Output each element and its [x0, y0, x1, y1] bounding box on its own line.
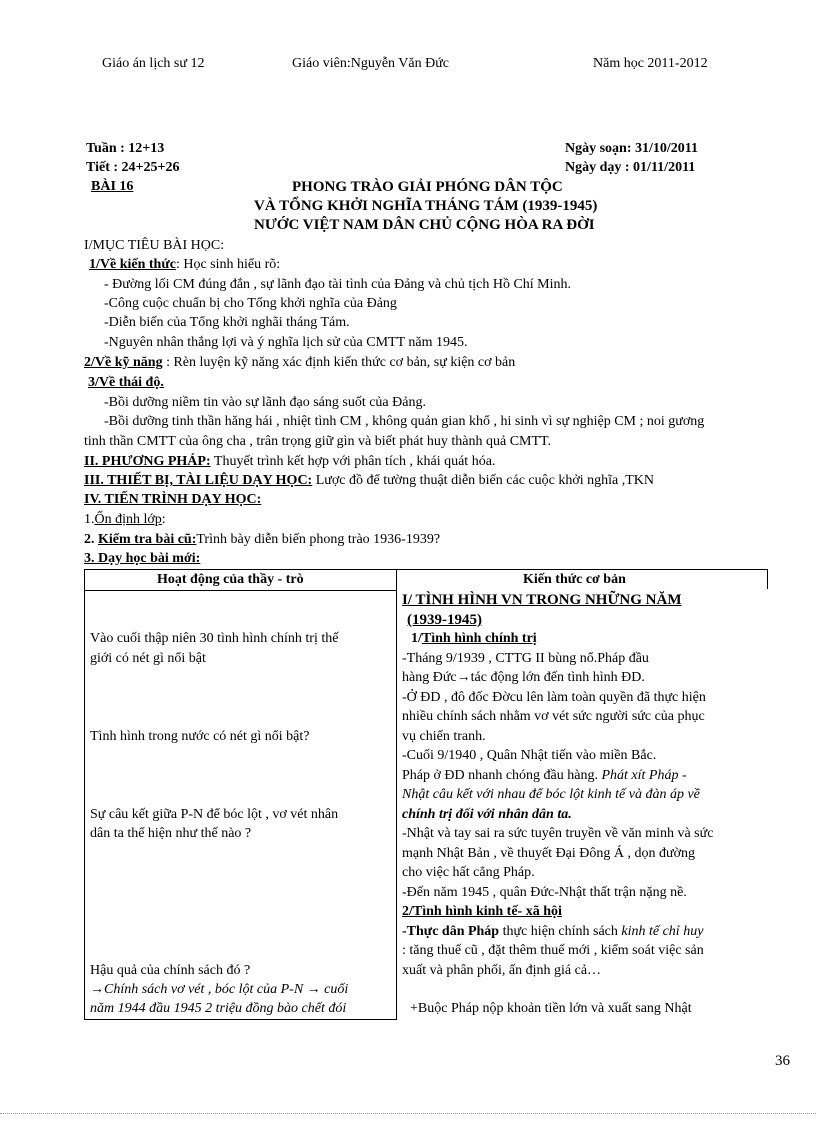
lesson-title-line-3: NƯỚC VIỆT NAM DÂN CHỦ CỘNG HÒA RA ĐỜI	[254, 217, 595, 233]
method-row	[84, 454, 495, 470]
politics-line-4: nhiều chính sách nhằm vơ vét sức người sức của phục	[402, 709, 705, 724]
equipment-text: Lược đồ để tường thuật diễn biến các cuộc khởi nghĩa ,TKN	[312, 473, 655, 488]
equipment-row	[84, 473, 654, 489]
table-bottom-border-left	[84, 1019, 397, 1020]
header-school-year: Năm học 2011-2012	[593, 56, 708, 71]
attitude-item-2: -Bồi dưỡng tinh thần hăng hái , nhiệt tình CM , không quản gian khổ , hi sinh vì sự nghiệp CM ; noi gương	[104, 414, 705, 429]
question-3-line-1: Sự câu kết giữa P-N để bóc lột , vơ vét nhân	[90, 807, 339, 822]
knowledge-row	[89, 257, 280, 273]
equipment-label: III. THIẾT BỊ, TÀI LIỆU DẠY HỌC:	[84, 473, 313, 488]
column-header-activities: Hoạt động của thầy - trò	[157, 572, 304, 587]
economy-line-2: : tăng thuế cũ , đặt thêm thuế mới , kiểm soát việc sản	[402, 943, 704, 958]
economy-line-1-text: thực hiện chính sách	[499, 924, 622, 939]
politics-line-7-emph: Phát xít Pháp -	[601, 768, 687, 783]
step-2-num: 2.	[84, 532, 98, 547]
politics-line-10: -Nhật và tay sai ra sức tuyên truyền về văn minh và sức	[402, 826, 714, 841]
step-1-colon: :	[161, 512, 166, 527]
knowledge-item-4: -Nguyên nhân thắng lợi và ý nghĩa lịch sử của CMTT năm 1945.	[104, 335, 468, 350]
header-subject: Giáo án lịch sư 12	[102, 56, 205, 71]
step-2-label: Kiểm tra bài cũ:	[98, 532, 197, 547]
header-teacher: Giáo viên:Nguyễn Văn Đức	[292, 56, 450, 71]
subheading-economy: 2/Tình hình kinh tế- xã hội	[402, 904, 562, 919]
objectives-heading: I/MỤC TIÊU BÀI HỌC:	[84, 238, 225, 253]
table-header-border	[84, 590, 396, 591]
step-1-label: Ổn định lớp	[94, 512, 162, 527]
subheading-politics-label: Tình hình chính trị	[421, 631, 537, 646]
lesson-title-line-1: PHONG TRÀO GIẢI PHÓNG DÂN TỘC	[292, 179, 563, 195]
politics-line-9: chính trị đối với nhân dân ta.	[402, 807, 572, 822]
skill-text: : Rèn luyện kỹ năng xác định kiến thức cơ bản, sự kiện cơ bản	[162, 355, 516, 370]
lesson-label: BÀI 16	[91, 179, 134, 194]
politics-line-11: mạnh Nhật Bản , về thuyết Đại Đông Á , dọn đường	[402, 846, 696, 861]
prep-date: Ngày soạn: 31/10/2011	[565, 141, 699, 156]
section-heading-years: (1939-1945)	[407, 612, 482, 628]
step-1	[84, 512, 166, 528]
skill-row	[84, 355, 515, 371]
subheading-politics-num: 1/	[411, 631, 422, 646]
economy-line-1	[402, 924, 703, 940]
knowledge-label: 1/Về kiến thức	[89, 257, 176, 272]
politics-line-5: vụ chiến tranh.	[402, 729, 486, 744]
subheading-politics	[411, 631, 537, 647]
knowledge-item-2: -Công cuộc chuẩn bị cho Tổng khởi nghĩa của Đảng	[104, 296, 397, 311]
economy-line-4: +Buộc Pháp nộp khoản tiền lớn và xuất sang Nhật	[410, 1001, 692, 1016]
politics-line-3: -Ở ĐD , đô đốc Đờcu lên làm toàn quyền đã thực hiện	[402, 690, 706, 705]
politics-line-2: hàng Đức→tác động lớn đến tình hình ĐD.	[402, 670, 645, 685]
step-1-num: 1.	[84, 512, 95, 527]
politics-line-6: -Cuối 9/1940 , Quân Nhật tiến vào miền Bắc.	[402, 748, 657, 763]
table-top-border	[84, 569, 768, 570]
politics-line-8: Nhật câu kết với nhau để bóc lột kinh tế và đàn áp về	[402, 787, 700, 802]
teach-date: Ngày dạy : 01/11/2011	[565, 160, 696, 175]
section-heading-situation: I/ TÌNH HÌNH VN TRONG NHỮNG NĂM	[402, 592, 682, 608]
method-label: II. PHƯƠNG PHÁP:	[84, 454, 211, 469]
page-number: 36	[775, 1053, 790, 1069]
politics-line-1: -Tháng 9/1939 , CTTG II bùng nổ.Pháp đầu	[402, 651, 649, 666]
answer-4-line-2: năm 1944 đầu 1945 2 triệu đồng bào chết đói	[90, 1001, 347, 1016]
page-bottom-rule	[0, 1113, 816, 1114]
skill-label: 2/Về kỹ năng	[84, 355, 163, 370]
table-middle-border	[396, 569, 397, 1019]
answer-4-line-1: →Chính sách vơ vét , bóc lột của P-N → cuối	[90, 982, 349, 997]
periods-label: Tiết : 24+25+26	[86, 160, 180, 175]
politics-line-7	[402, 768, 687, 784]
politics-line-12: cho việc hất cẳng Pháp.	[402, 865, 535, 880]
step-2	[84, 532, 440, 548]
step-3: 3. Dạy học bài mới:	[84, 551, 201, 566]
economy-line-3: xuất và phân phối, ấn định giá cả…	[402, 963, 602, 978]
question-1-line-2: giới có nét gì nổi bật	[90, 651, 206, 666]
economy-line-1-emph: kinh tế chỉ huy	[621, 924, 704, 939]
lesson-title-line-2: VÀ TỔNG KHỞI NGHĨA THÁNG TÁM (1939-1945)	[254, 198, 598, 214]
attitude-item-2-cont: tinh thần CMTT của ông cha , trân trọng giữ gìn và biết phát huy thành quả CMTT.	[84, 434, 552, 449]
knowledge-item-3: -Diễn biến của Tổng khởi nghãi tháng Tám.	[104, 315, 350, 330]
knowledge-text: : Học sinh hiểu rõ:	[175, 257, 281, 272]
politics-line-7-text: Pháp ở ĐD nhanh chóng đầu hàng.	[402, 768, 602, 783]
attitude-item-1: -Bồi dưỡng niềm tin vào sự lãnh đạo sáng suốt của Đảng.	[104, 395, 426, 410]
attitude-label: 3/Về thái độ.	[88, 375, 164, 390]
economy-line-1-actor: -Thực dân Pháp	[402, 924, 500, 939]
column-header-knowledge: Kiến thức cơ bản	[523, 572, 626, 587]
table-right-border	[767, 569, 768, 589]
question-4: Hậu quả của chính sách đó ?	[90, 963, 251, 978]
method-text: Thuyết trình kết hợp với phân tích , khái quát hóa.	[210, 454, 496, 469]
week-label: Tuần : 12+13	[86, 141, 165, 156]
table-left-border	[84, 569, 85, 1019]
process-label: IV. TIẾN TRÌNH DẠY HỌC:	[84, 492, 262, 507]
question-2: Tình hình trong nước có nét gì nổi bật?	[90, 729, 310, 744]
question-1-line-1: Vào cuối thập niên 30 tình hình chính trị thế	[90, 631, 339, 646]
step-2-text: Trình bày diễn biến phong trào 1936-1939?	[196, 532, 441, 547]
politics-line-13: -Đến năm 1945 , quân Đức-Nhật thất trận nặng nề.	[402, 885, 687, 900]
knowledge-item-1: - Đường lối CM đúng đắn , sự lãnh đạo tài tình của Đảng và chủ tịch Hồ Chí Minh.	[104, 277, 572, 292]
question-3-line-2: dân ta thể hiện như thế nào ?	[90, 826, 252, 841]
